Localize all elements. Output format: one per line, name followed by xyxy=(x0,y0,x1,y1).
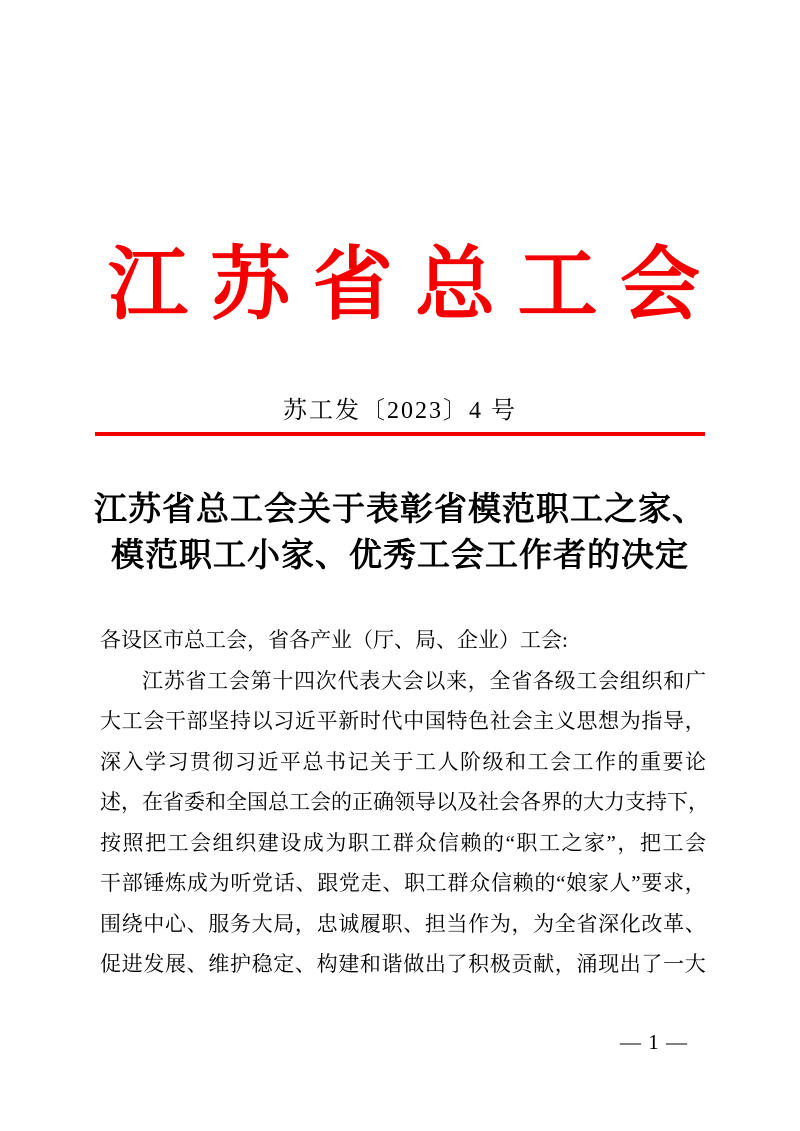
body-line: 大 工 会 干 部 坚 持 以 习 近 平 新 时 代 中 国 特 色 社 会 主 义 思 想 为 指 导 ， xyxy=(100,709,706,733)
body-line: 按 照 把 工 会 组 织 建 设 成 为 职 工 群 众 信 赖 的 “ 职 工 之 家 ” ， 把 工 会 xyxy=(100,830,706,855)
body-line: 干 部 锤 炼 成 为 听 党 话 、 跟 党 走 、 职 工 群 众 信 赖 的 “ 娘 家 人 ” 要 求 ， xyxy=(100,871,706,895)
page-number: — 1 — xyxy=(620,1030,688,1054)
body-line: 述 ， 在 省 委 和 全 国 总 工 会 的 正 确 领 导 以 及 社 会 各 界 的 大 力 支 持 下 ， xyxy=(100,790,709,814)
masthead-red-title: 江 苏 省 总 工 会 xyxy=(108,242,700,330)
body-line: 促 进 发 展 、 维 护 稳 定 、 构 建 和 谐 做 出 了 积 极 贡 献 ， 涌 现 出 了 一 大 xyxy=(100,952,706,976)
body-text xyxy=(100,620,709,985)
document-title-line-1: 江苏省总工会关于表彰省模范职工之家、 xyxy=(94,492,706,528)
salutation-line: 各设区市总工会，省各产业（厅、局、企业）工会: xyxy=(100,628,568,652)
body-line: 深 入 学 习 贯 彻 习 近 平 总 书 记 关 于 工 人 阶 级 和 工 会 工 作 的 重 要 论 xyxy=(100,749,706,774)
document-number: 苏工发〔2023〕4 号 xyxy=(283,398,517,424)
document-title xyxy=(85,487,715,579)
body-line: 围 绕 中 心 、 服 务 大 局 ， 忠 诚 履 职 、 担 当 作 为 ， 为 全 省 深 化 改 革 、 xyxy=(100,911,706,936)
document-title-line-2: 模范职工小家、优秀工会工作者的决定 xyxy=(111,538,689,574)
red-divider-line xyxy=(95,432,705,436)
body-line: 江 苏 省 工 会 第 十 四 次 代 表 大 会 以 来 ， 全 省 各 级 工 会 组 织 和 广 xyxy=(142,668,706,693)
